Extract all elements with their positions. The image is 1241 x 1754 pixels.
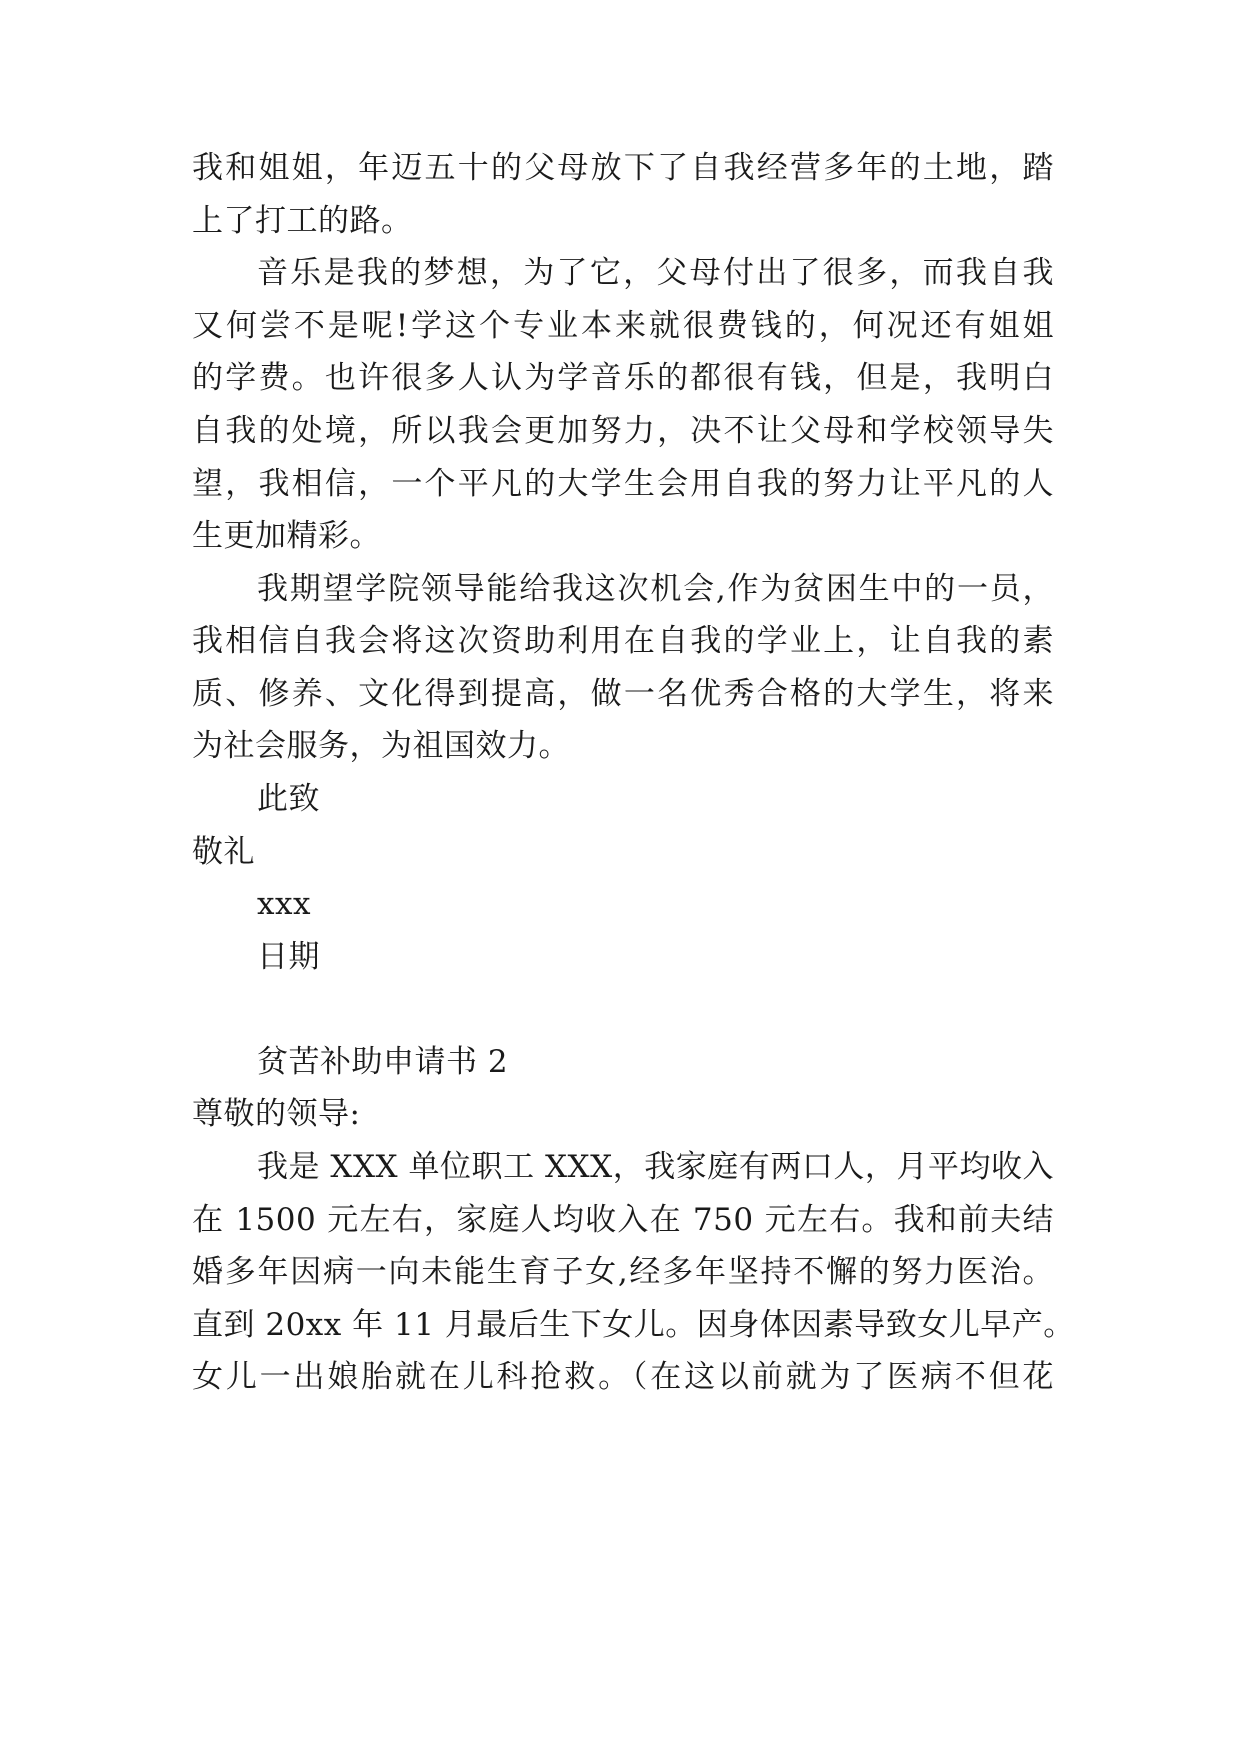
closing-regards: 敬礼 (192, 834, 255, 870)
text-line: 我和姐姐，年迈五十的父母放下了自我经营多年的土地，踏 (192, 150, 1054, 186)
text-line: 生更加精彩。 (192, 518, 381, 554)
text-line: 上了打工的路。 (192, 203, 413, 239)
greeting: 尊敬的领导: (192, 1096, 361, 1132)
text-line: 在 1500 元左右，家庭人均收入在 750 元左右。我和前夫结 (192, 1202, 1054, 1238)
closing-salutation: 此致 (257, 781, 320, 817)
section-title: 贫苦补助申请书 2 (257, 1044, 509, 1080)
text-line: 女儿一出娘胎就在儿科抢救。（在这以前就为了医病不但花 (192, 1359, 1054, 1395)
text-line: 我期望学院领导能给我这次机会,作为贫困生中的一员， (257, 571, 1054, 607)
text-line: 又何尝不是呢!学这个专业本来就很费钱的，何况还有姐姐 (192, 308, 1054, 344)
text-line: 直到 20xx 年 11 月最后生下女儿。因身体因素导致女儿早产。 (192, 1307, 1075, 1343)
text-line: 婚多年因病一向未能生育子女,经多年坚持不懈的努力医治。 (192, 1254, 1054, 1290)
text-line: 音乐是我的梦想，为了它，父母付出了很多，而我自我 (257, 255, 1054, 291)
text-line: 望，我相信，一个平凡的大学生会用自我的努力让平凡的人 (192, 466, 1054, 502)
text-line: 我相信自我会将这次资助利用在自我的学业上，让自我的素 (192, 623, 1054, 659)
text-line: 质、修养、文化得到提高，做一名优秀合格的大学生，将来 (192, 676, 1054, 712)
signature-date: 日期 (257, 939, 320, 975)
text-line: 的学费。也许很多人认为学音乐的都很有钱，但是，我明白 (192, 360, 1054, 396)
text-line: 为社会服务，为祖国效力。 (192, 728, 570, 764)
text-line: 我是 XXX 单位职工 XXX，我家庭有两口人，月平均收入 (257, 1149, 1054, 1185)
signature-name: xxx (257, 886, 311, 922)
text-line: 自我的处境，所以我会更加努力，决不让父母和学校领导失 (192, 413, 1054, 449)
